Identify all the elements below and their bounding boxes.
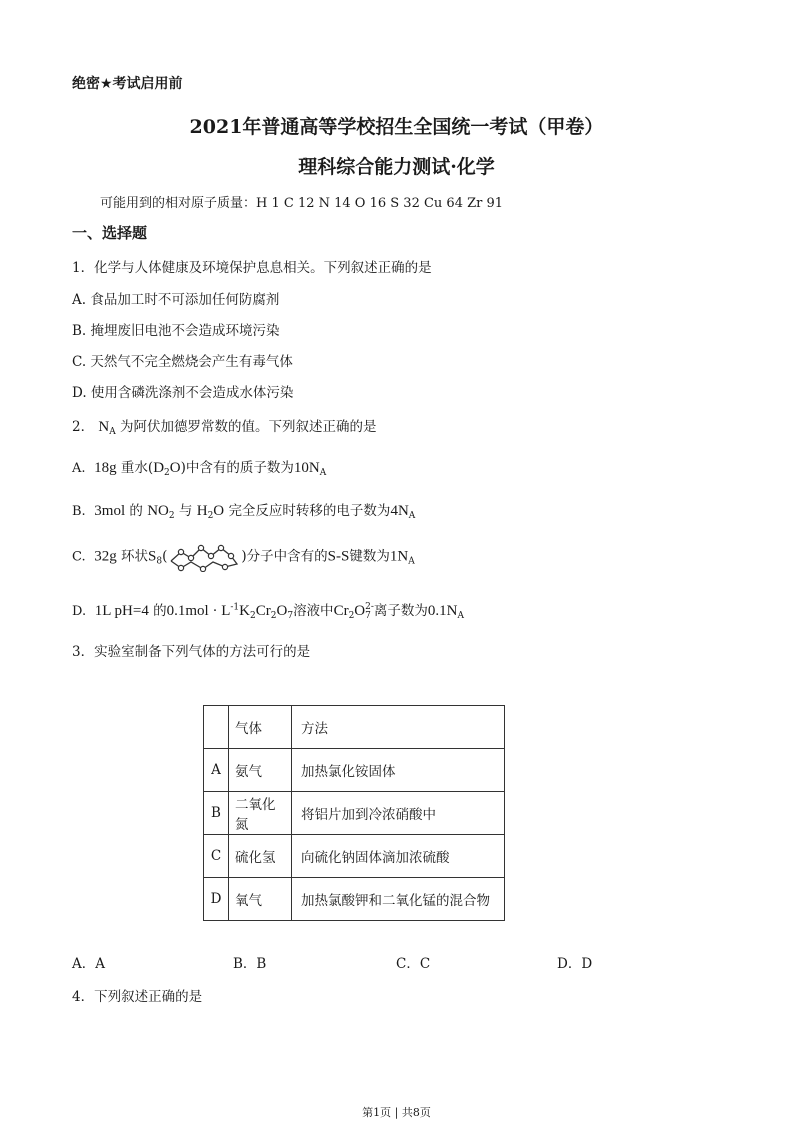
table-row (204, 749, 505, 792)
exam-title: 2021年普通高等学校招生全国统一考试（甲卷） (189, 116, 604, 138)
table-cell: 氧气 (229, 878, 292, 921)
option-text: ( (162, 548, 168, 565)
option-label: C. (72, 549, 86, 565)
table-cell: 硫化氢 (229, 835, 292, 878)
question-1-option-d: D. 使用含磷洗涤剂不会造成水体污染 (72, 385, 294, 401)
table-cell: 加热氯酸钾和二氧化锰的混合物 (292, 878, 505, 921)
value-subscript: A (319, 468, 327, 478)
table-cell: D (204, 878, 229, 921)
na-subscript: A (109, 427, 116, 437)
table-header-cell: 方法 (292, 706, 505, 749)
option-value: 0.1N (427, 603, 458, 619)
option-value: 10N (293, 460, 320, 476)
table-header-cell: 气体 (229, 706, 292, 749)
formula-part: O (213, 503, 225, 519)
value-subscript: A (408, 556, 415, 567)
option-label: D. (72, 604, 87, 619)
option-text: 的 (129, 503, 143, 519)
question-2-option-d (72, 599, 464, 621)
formula-part: H (196, 503, 208, 519)
question-2-option-b (72, 499, 415, 521)
option-value: 1N (389, 548, 409, 565)
table-cell: A (204, 749, 229, 792)
formula-subscript: 2 (164, 468, 170, 478)
table-cell: 向硫化钠固体滴加浓硫酸 (292, 835, 505, 878)
exam-subtitle: 理科综合能力测试·化学 (298, 156, 495, 178)
table-row (204, 835, 505, 878)
s8-ring-structure-icon (167, 542, 241, 572)
section-title: 一、选择题 (72, 224, 148, 242)
option-value: 4N (390, 503, 409, 519)
question-2-option-a (72, 456, 326, 478)
option-text: 与 (178, 503, 193, 519)
ion-subscript: 2 (348, 611, 355, 621)
formula-part: O (169, 460, 181, 476)
question-1-option-a: A. 食品加工时不可添加任何防腐剂 (72, 292, 280, 308)
question-2-option-c (72, 542, 415, 572)
question-2-number: 2． (72, 419, 95, 435)
ion-part: O (354, 603, 366, 619)
ion-part: Cr (333, 603, 349, 619)
table-row (204, 792, 505, 835)
option-amount: 32g (94, 548, 117, 565)
table-cell: 加热氯化铵固体 (292, 749, 505, 792)
concentration: 0.1mol · L (166, 603, 231, 619)
question-4-stem: 4．下列叙述正确的是 (72, 989, 203, 1005)
table-cell: 将铝片加到冷浓硝酸中 (292, 792, 505, 835)
formula-part: S-S (327, 548, 350, 565)
question-3-stem: 3．实验室制备下列气体的方法可行的是 (72, 644, 311, 660)
question-1-stem: 1．化学与人体健康及环境保护息息相关。下列叙述正确的是 (72, 260, 432, 276)
question-1-option-b: B. 掩埋废旧电池不会造成环境污染 (72, 323, 280, 339)
option-amount: 1L pH=4 (94, 603, 149, 619)
formula-subscript: 2 (250, 611, 256, 621)
question-1-option-c: C. 天然气不完全燃烧会产生有毒气体 (72, 354, 293, 370)
table-cell: 氨气 (229, 749, 292, 792)
atomic-masses: 可能用到的相对原子质量：H 1 C 12 N 14 O 16 S 32 Cu 64 Zr 91 (100, 196, 504, 211)
ion-subscript: 7 (365, 610, 371, 621)
concentration-superscript: -1 (230, 602, 240, 613)
formula-part: Cr (255, 603, 271, 619)
question-2-stem-text: 为阿伏加德罗常数的值。下列叙述正确的是 (120, 419, 377, 435)
formula-part: O (276, 603, 288, 619)
formula-part: K (239, 603, 251, 619)
value-subscript: A (457, 611, 465, 621)
ion-charge: 2- (365, 601, 374, 612)
formula-subscript: 2 (270, 611, 277, 621)
formula-part: S (148, 548, 157, 565)
option-text: 溶液中 (293, 603, 334, 619)
formula-subscript: 8 (156, 556, 163, 567)
option-text: 环状 (121, 548, 149, 565)
option-amount: 18g (94, 460, 117, 476)
confidential-label: 绝密★考试启用前 (72, 76, 183, 92)
formula-part: NO (147, 503, 169, 519)
na-symbol: N (98, 419, 110, 435)
option-text: 完全反应时转移的电子数为 (228, 503, 391, 519)
question-3-answer-c: C．C (396, 956, 431, 972)
option-text: )中含有的质子数为 (180, 460, 294, 476)
option-text: 键数为 (349, 548, 390, 565)
formula-part: D (153, 460, 165, 476)
option-text: 的 (153, 603, 167, 619)
option-text: 重水( (120, 460, 154, 476)
table-header-row (204, 706, 505, 749)
option-amount: 3mol (94, 503, 126, 519)
formula-subscript: 7 (287, 611, 294, 621)
value-subscript: A (408, 511, 416, 521)
question-3-answer-d: D．D (557, 956, 593, 972)
formula-subscript: 2 (168, 511, 175, 521)
question-2-stem (72, 415, 377, 437)
formula-subscript: 2 (207, 511, 214, 521)
table-cell: B (204, 792, 229, 835)
table-row (204, 878, 505, 921)
option-label: A. (72, 461, 86, 476)
option-text: )分子中含有的 (241, 548, 328, 565)
table-header-cell (204, 706, 229, 749)
option-text: 离子数为 (373, 603, 428, 619)
gas-preparation-table (203, 705, 505, 921)
table-cell: C (204, 835, 229, 878)
question-3-answer-a: A．A (72, 956, 105, 972)
question-3-answer-b: B．B (233, 956, 267, 972)
page-footer: 第1页 | 共8页 (362, 1106, 431, 1119)
table-cell: 二氧化氮 (229, 792, 292, 835)
option-label: B. (72, 504, 86, 519)
